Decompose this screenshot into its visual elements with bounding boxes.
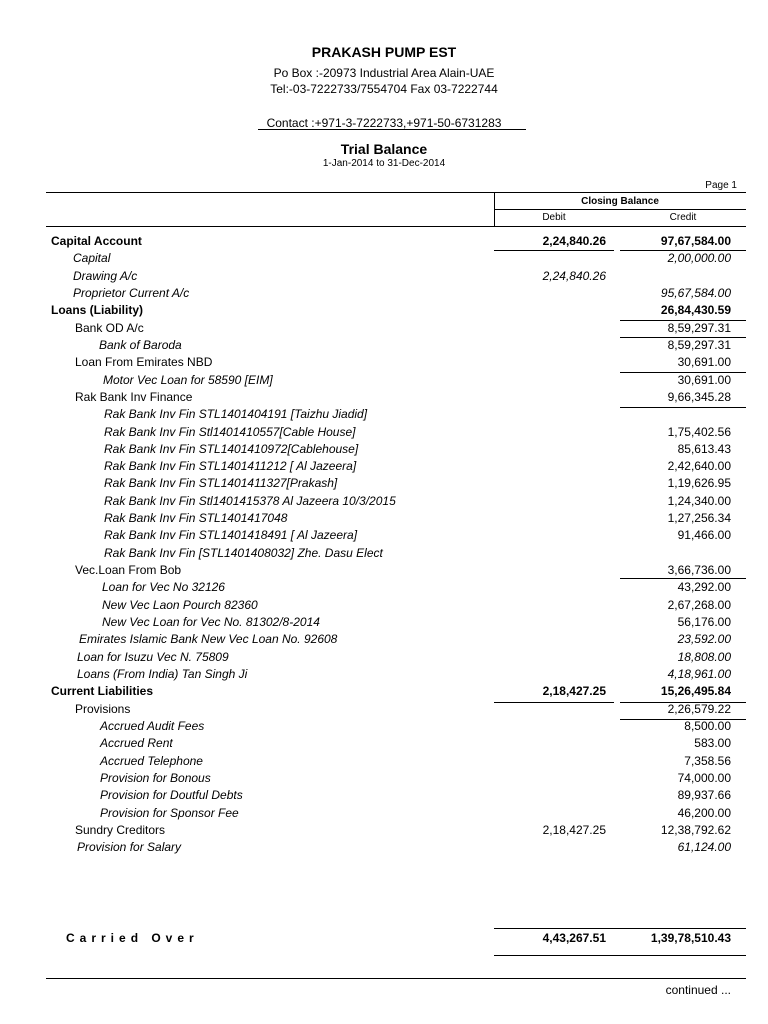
table-row (0, 355, 768, 372)
credit-amount: 61,124.00 (677, 840, 731, 855)
carried-over-label: Carried Over (66, 931, 199, 945)
account-name: Drawing A/c (73, 268, 138, 283)
debit-amount: 2,24,840.26 (542, 268, 606, 283)
credit-amount: 23,592.00 (677, 632, 731, 647)
company-name: PRAKASH PUMP EST (311, 44, 457, 60)
credit-amount: 8,500.00 (684, 718, 731, 733)
credit-amount: 9,66,345.28 (667, 389, 731, 404)
table-row (0, 373, 768, 390)
account-name: New Vec Laon Pourch 82360 (102, 597, 258, 612)
rak-bank-underline (620, 407, 746, 408)
table-row (0, 771, 768, 788)
vec-loan-underline (620, 578, 746, 579)
account-name: Rak Bank Inv Fin Stl1401410557[Cable House] (104, 424, 356, 439)
current-liab-debit-underline (494, 702, 614, 703)
account-name: Vec.Loan From Bob (75, 563, 182, 578)
table-row (0, 407, 768, 424)
account-name: Provision for Doutful Debts (100, 788, 243, 803)
carried-over-debit: 4,43,267.51 (542, 931, 606, 945)
account-name: Provision for Bonous (100, 770, 211, 785)
credit-amount: 8,59,297.31 (667, 320, 731, 335)
account-name: Rak Bank Inv Fin Stl1401415378 Al Jazeera 10/3/2015 (104, 493, 396, 508)
account-name: Accrued Audit Fees (100, 718, 205, 733)
account-name: Bank OD A/c (75, 320, 144, 335)
table-row (0, 442, 768, 459)
account-name: New Vec Loan for Vec No. 81302/8-2014 (102, 615, 320, 630)
account-name: Loans (Liability) (51, 303, 144, 318)
credit-amount: 85,613.43 (677, 441, 731, 456)
account-name: Rak Bank Inv Fin STL1401411212 [ Al Jazeera] (104, 459, 357, 474)
table-row (0, 684, 768, 701)
debit-amount: 2,24,840.26 (542, 234, 606, 248)
account-name: Loan From Emirates NBD (75, 355, 213, 370)
account-name: Loans (From India) Tan Singh Ji (77, 667, 248, 681)
debit-amount: 2,18,427.25 (542, 684, 606, 699)
report-title: Trial Balance (340, 141, 428, 157)
credit-amount: 91,466.00 (677, 528, 731, 543)
capital-credit-underline (620, 250, 746, 251)
account-name: Capital Account (51, 234, 142, 248)
emirates-nbd-underline (620, 372, 746, 373)
page-number: Page 1 (705, 180, 737, 191)
contact-underline (258, 129, 526, 130)
table-row (0, 632, 768, 649)
header-bottom-rule (46, 226, 746, 227)
account-name: Proprietor Current A/c (73, 285, 190, 300)
table-row (0, 425, 768, 442)
account-name: Emirates Islamic Bank New Vec Loan No. 92608 (79, 632, 338, 647)
table-row (0, 511, 768, 528)
report-period: 1-Jan-2014 to 31-Dec-2014 (322, 158, 446, 169)
account-name: Rak Bank Inv Fin STL1401411327[Prakash] (104, 476, 338, 491)
table-row (0, 321, 768, 338)
carried-over-credit: 1,39,78,510.43 (650, 931, 731, 945)
account-name: Current Liabilities (51, 684, 154, 699)
table-row (0, 459, 768, 476)
credit-amount: 89,937.66 (677, 788, 731, 803)
account-name: Provision for Sponsor Fee (100, 805, 239, 820)
account-name: Rak Bank Inv Finance (75, 389, 193, 404)
carried-bottom-rule (494, 955, 746, 956)
table-row (0, 598, 768, 615)
table-row (0, 806, 768, 823)
account-name: Loan for Vec No 32126 (102, 580, 225, 595)
account-name: Provision for Salary (77, 840, 182, 855)
credit-amount: 7,358.56 (684, 753, 731, 768)
table-row (0, 702, 768, 719)
account-name: Accrued Telephone (100, 753, 203, 768)
account-name: Provisions (75, 701, 131, 716)
credit-amount: 8,59,297.31 (667, 337, 731, 352)
debit-column-header: Debit (542, 212, 566, 223)
continued-note: continued ... (665, 983, 731, 997)
table-row (0, 754, 768, 771)
account-name: Bank of Baroda (99, 337, 182, 352)
credit-amount: 30,691.00 (677, 355, 731, 370)
current-liab-credit-underline (620, 702, 746, 703)
credit-amount: 74,000.00 (677, 770, 731, 785)
table-row (0, 736, 768, 753)
table-row (0, 823, 768, 840)
table-row (0, 303, 768, 320)
credit-column-header: Credit (669, 212, 697, 223)
account-name: Rak Bank Inv Fin STL1401418491 [ Al Jazeera] (104, 528, 358, 543)
table-row (0, 338, 768, 355)
table-row (0, 494, 768, 511)
credit-amount: 26,84,430.59 (660, 303, 731, 318)
carried-top-rule (494, 928, 746, 929)
company-telephone: Tel:-03-7222733/7554704 Fax 03-7222744 (270, 82, 498, 96)
debit-amount: 2,18,427.25 (542, 822, 606, 837)
table-row (0, 615, 768, 632)
table-row (0, 719, 768, 736)
table-row (0, 286, 768, 303)
account-name: Rak Bank Inv Fin STL1401404191 [Taizhu Jiadid] (104, 407, 368, 422)
table-row (0, 528, 768, 545)
credit-amount: 3,66,736.00 (667, 563, 731, 578)
table-row (0, 234, 768, 251)
table-row (0, 840, 768, 857)
table-row (0, 546, 768, 563)
credit-amount: 1,75,402.56 (667, 424, 731, 439)
top-rule (46, 192, 746, 193)
credit-amount: 2,00,000.00 (667, 251, 731, 266)
table-row (0, 580, 768, 597)
account-name: Accrued Rent (100, 736, 173, 751)
credit-amount: 46,200.00 (677, 805, 731, 820)
account-name: Capital (73, 251, 111, 266)
closing-balance-header: Closing Balance (581, 196, 659, 207)
table-row (0, 476, 768, 493)
table-row (0, 251, 768, 268)
credit-amount: 2,42,640.00 (667, 459, 731, 474)
credit-amount: 1,19,626.95 (667, 476, 731, 491)
credit-amount: 583.00 (694, 736, 731, 751)
credit-amount: 15,26,495.84 (660, 684, 731, 699)
credit-amount: 18,808.00 (677, 649, 731, 664)
capital-debit-underline (494, 250, 614, 251)
company-contact: Contact :+971-3-7222733,+971-50-6731283 (266, 116, 502, 130)
table-row (0, 788, 768, 805)
credit-amount: 12,38,792.62 (660, 822, 731, 837)
credit-amount: 56,176.00 (677, 615, 731, 630)
provisions-underline (620, 719, 746, 720)
table-row (0, 390, 768, 407)
account-name: Loan for Isuzu Vec N. 75809 (77, 649, 229, 664)
credit-amount: 4,18,961.00 (667, 667, 731, 681)
credit-amount: 97,67,584.00 (660, 234, 731, 248)
credit-amount: 2,26,579.22 (667, 701, 731, 716)
table-row (0, 269, 768, 286)
closing-balance-rule (494, 209, 746, 210)
credit-amount: 30,691.00 (677, 372, 731, 387)
footer-rule (46, 978, 746, 979)
credit-amount: 95,67,584.00 (660, 285, 731, 300)
credit-amount: 43,292.00 (677, 580, 731, 595)
account-name: Motor Vec Loan for 58590 [EIM] (103, 372, 273, 387)
table-row (0, 650, 768, 667)
account-name: Sundry Creditors (75, 822, 166, 837)
credit-amount: 1,24,340.00 (667, 493, 731, 508)
credit-amount: 1,27,256.34 (667, 511, 731, 526)
company-address: Po Box :-20973 Industrial Area Alain-UAE (273, 66, 495, 80)
account-name: Rak Bank Inv Fin [STL1401408032] Zhe. Dasu Elect (104, 545, 383, 560)
bank-od-underline (620, 337, 746, 338)
credit-amount: 2,67,268.00 (667, 597, 731, 612)
table-row (0, 667, 768, 684)
account-name: Rak Bank Inv Fin STL1401417048 (104, 511, 288, 526)
loans-credit-underline (620, 320, 746, 321)
account-name: Rak Bank Inv Fin STL1401410972[Cablehouse] (104, 441, 359, 456)
